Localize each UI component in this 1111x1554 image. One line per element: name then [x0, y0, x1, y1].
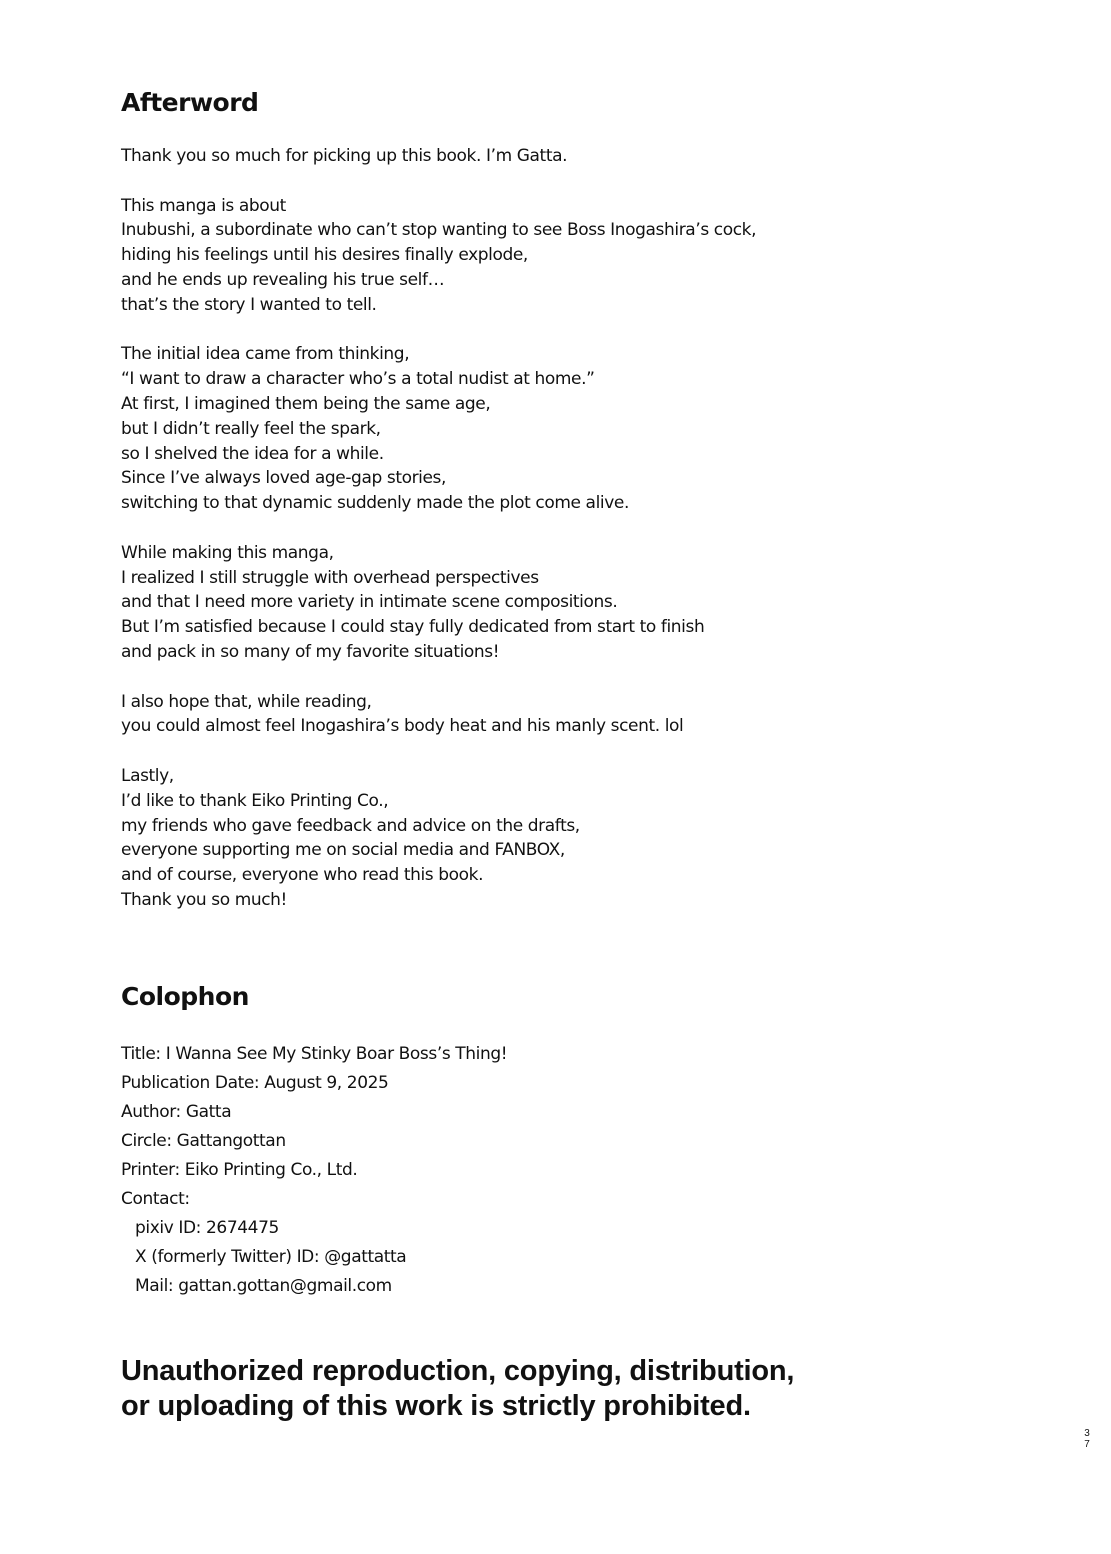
afterword-line: that’s the story I wanted to tell. — [121, 294, 377, 315]
afterword-line: While making this manga, — [121, 542, 334, 563]
afterword-paragraph-6 — [121, 764, 1021, 913]
afterword-heading: Afterword — [121, 88, 259, 117]
colophon-printer: Printer: Eiko Printing Co., Ltd. — [121, 1160, 358, 1180]
colophon-publication-date: Publication Date: August 9, 2025 — [121, 1073, 389, 1093]
afterword-line: Lastly, — [121, 765, 174, 786]
afterword-line: At first, I imagined them being the same age, — [121, 393, 491, 414]
afterword-line: Inubushi, a subordinate who can’t stop wanting to see Boss Inogashira’s cock, — [121, 220, 757, 241]
afterword-body — [121, 144, 1021, 938]
afterword-line: I also hope that, while reading, — [121, 691, 372, 712]
page-number-digit-2: 7 — [1084, 1439, 1090, 1450]
afterword-paragraph-1 — [121, 144, 1021, 169]
afterword-line: But I’m satisfied because I could stay fully dedicated from start to finish — [121, 617, 705, 638]
colophon-author: Author: Gatta — [121, 1102, 232, 1122]
page-number-digit-1: 3 — [1084, 1428, 1090, 1439]
copyright-notice — [121, 1354, 1021, 1424]
afterword-line: and of course, everyone who read this book. — [121, 865, 484, 886]
afterword-line: I’d like to thank Eiko Printing Co., — [121, 790, 389, 811]
colophon-title: Title: I Wanna See My Stinky Boar Boss’s Thing! — [121, 1044, 508, 1064]
afterword-line: Thank you so much! — [121, 889, 287, 910]
afterword-line: The initial idea came from thinking, — [121, 344, 410, 365]
colophon-circle: Circle: Gattangottan — [121, 1131, 286, 1151]
copyright-notice-line-2: or uploading of this work is strictly prohibited. — [121, 1390, 751, 1422]
afterword-line: you could almost feel Inogashira’s body heat and his manly scent. lol — [121, 716, 684, 737]
afterword-line: and pack in so many of my favorite situations! — [121, 641, 500, 662]
afterword-line: but I didn’t really feel the spark, — [121, 418, 381, 439]
colophon-body — [121, 1040, 1021, 1301]
afterword-line: I realized I still struggle with overhead perspectives — [121, 567, 539, 588]
page-number — [1082, 1428, 1092, 1450]
afterword-line: so I shelved the idea for a while. — [121, 443, 384, 464]
afterword-line: This manga is about — [121, 195, 286, 216]
colophon-pixiv-id: pixiv ID: 2674475 — [135, 1218, 279, 1238]
afterword-line: “I want to draw a character who’s a total nudist at home.” — [121, 369, 595, 390]
colophon-contact-label: Contact: — [121, 1189, 190, 1209]
colophon-mail: Mail: gattan.gottan@gmail.com — [135, 1276, 392, 1296]
copyright-notice-line-1: Unauthorized reproduction, copying, distribution, — [121, 1355, 795, 1387]
afterword-paragraph-5 — [121, 690, 1021, 740]
colophon-x-id: X (formerly Twitter) ID: @gattatta — [135, 1247, 407, 1267]
afterword-line: hiding his feelings until his desires finally explode, — [121, 245, 528, 266]
afterword-line: everyone supporting me on social media and FANBOX, — [121, 840, 565, 861]
afterword-line: and that I need more variety in intimate scene compositions. — [121, 592, 618, 613]
afterword-paragraph-2 — [121, 194, 1021, 318]
afterword-line: Thank you so much for picking up this book. I’m Gatta. — [121, 146, 568, 166]
afterword-line: Since I’ve always loved age-gap stories, — [121, 468, 447, 489]
colophon-heading: Colophon — [121, 982, 249, 1011]
afterword-paragraph-3 — [121, 342, 1021, 516]
afterword-line: switching to that dynamic suddenly made the plot come alive. — [121, 493, 629, 514]
afterword-line: my friends who gave feedback and advice on the drafts, — [121, 815, 580, 836]
afterword-line: and he ends up revealing his true self… — [121, 269, 445, 290]
afterword-paragraph-4 — [121, 541, 1021, 665]
